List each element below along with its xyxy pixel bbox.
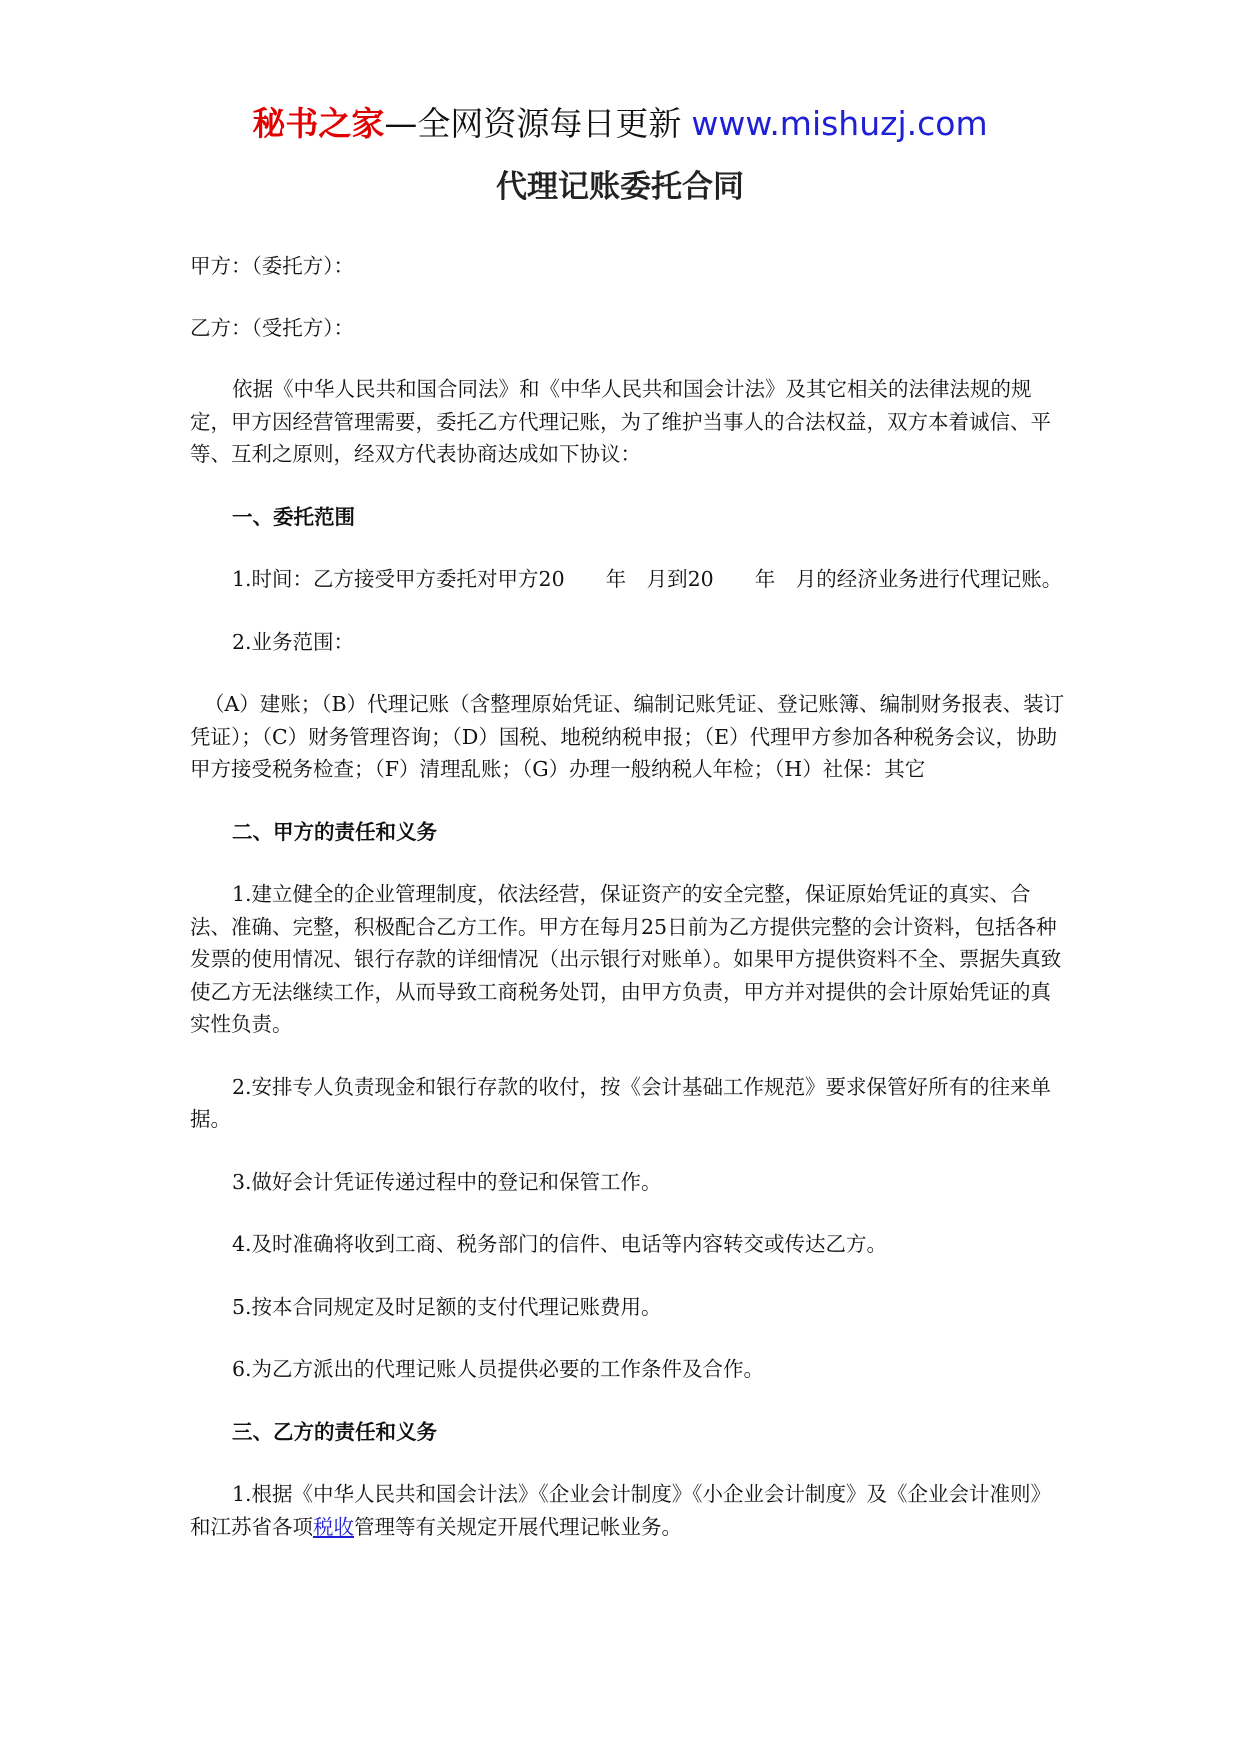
- site-url[interactable]: www.mishuzj.com: [691, 104, 988, 143]
- section-2-item-3: 3.做好会计凭证传递过程中的登记和保管工作。: [232, 1169, 662, 1194]
- section-2-item-5: 5.按本合同规定及时足额的支付代理记账费用。: [232, 1294, 662, 1319]
- banner-slogan: 全网资源每日更新: [417, 104, 682, 143]
- brand-name: 秘书之家: [252, 104, 385, 143]
- tax-link[interactable]: 税收: [313, 1514, 354, 1539]
- site-banner: [0, 100, 1240, 148]
- section-2-item-6: 6.为乙方派出的代理记账人员提供必要的工作条件及合作。: [232, 1357, 765, 1381]
- section-3-item-1-text-a: 1.根据《中华人民共和国会计法》《企业会计制度》《小企业会计制度》及《企业会计准则》和江苏省各项: [190, 1482, 1052, 1539]
- party-a-line: 甲方：（委托方）：: [190, 254, 354, 278]
- section-3-heading: 三、乙方的责任和义务: [232, 1419, 437, 1444]
- document-title: 代理记账委托合同: [496, 169, 744, 205]
- section-2-heading: 二、甲方的责任和义务: [232, 819, 437, 844]
- section-3-item-1: [190, 1478, 1066, 1543]
- section-1-item-2-detail: （A）建账；（B）代理记账（含整理原始凭证、编制记账凭证、登记账簿、编制财务报表、装订凭证）；（C）财务管理咨询；（D）国税、地税纳税申报；（E）代理甲方参加各种税务会议，协助甲方接受税务检查；（F）清理乱账；（G）办理一般纳税人年检；（H）社保：其它: [190, 692, 1065, 781]
- section-1-item-2: 2.业务范围：: [232, 629, 355, 654]
- section-3-item-1-text-b: 管理等有关规定开展代理记帐业务。: [354, 1514, 682, 1539]
- banner-dash: —: [384, 104, 418, 143]
- party-b-line: 乙方：（受托方）：: [190, 315, 354, 340]
- section-2-item-1: 1.建立健全的企业管理制度，依法经营，保证资产的安全完整，保证原始凭证的真实、合法、准确、完整，积极配合乙方工作。甲方在每月25日前为乙方提供完整的会计资料，包括各种发票的使用情况、银行存款的详细情况（出示银行对账单）。如果甲方提供资料不全、票据失真致使乙方无法继续工作，从而导致工商税务处罚，由甲方负责，甲方并对提供的会计原始凭证的真实性负责。: [190, 882, 1062, 1036]
- preamble-paragraph: 依据《中华人民共和国合同法》和《中华人民共和国会计法》及其它相关的法律法规的规定，甲方因经营管理需要，委托乙方代理记账，为了维护当事人的合法权益，双方本着诚信、平等、互利之原则，经双方代表协商达成如下协议：: [190, 377, 1051, 466]
- section-1-heading: 一、委托范围: [232, 504, 355, 529]
- section-2-item-2: 2.安排专人负责现金和银行存款的收付，按《会计基础工作规范》要求保管好所有的往来单据。: [190, 1074, 1052, 1131]
- document-body: [190, 250, 1066, 1543]
- section-1-item-1: 1.时间：乙方接受甲方委托对甲方20 年 月到20 年 月的经济业务进行代理记账。: [232, 567, 1063, 591]
- section-2-item-4: 4.及时准确将收到工商、税务部门的信件、电话等内容转交或传达乙方。: [232, 1232, 888, 1256]
